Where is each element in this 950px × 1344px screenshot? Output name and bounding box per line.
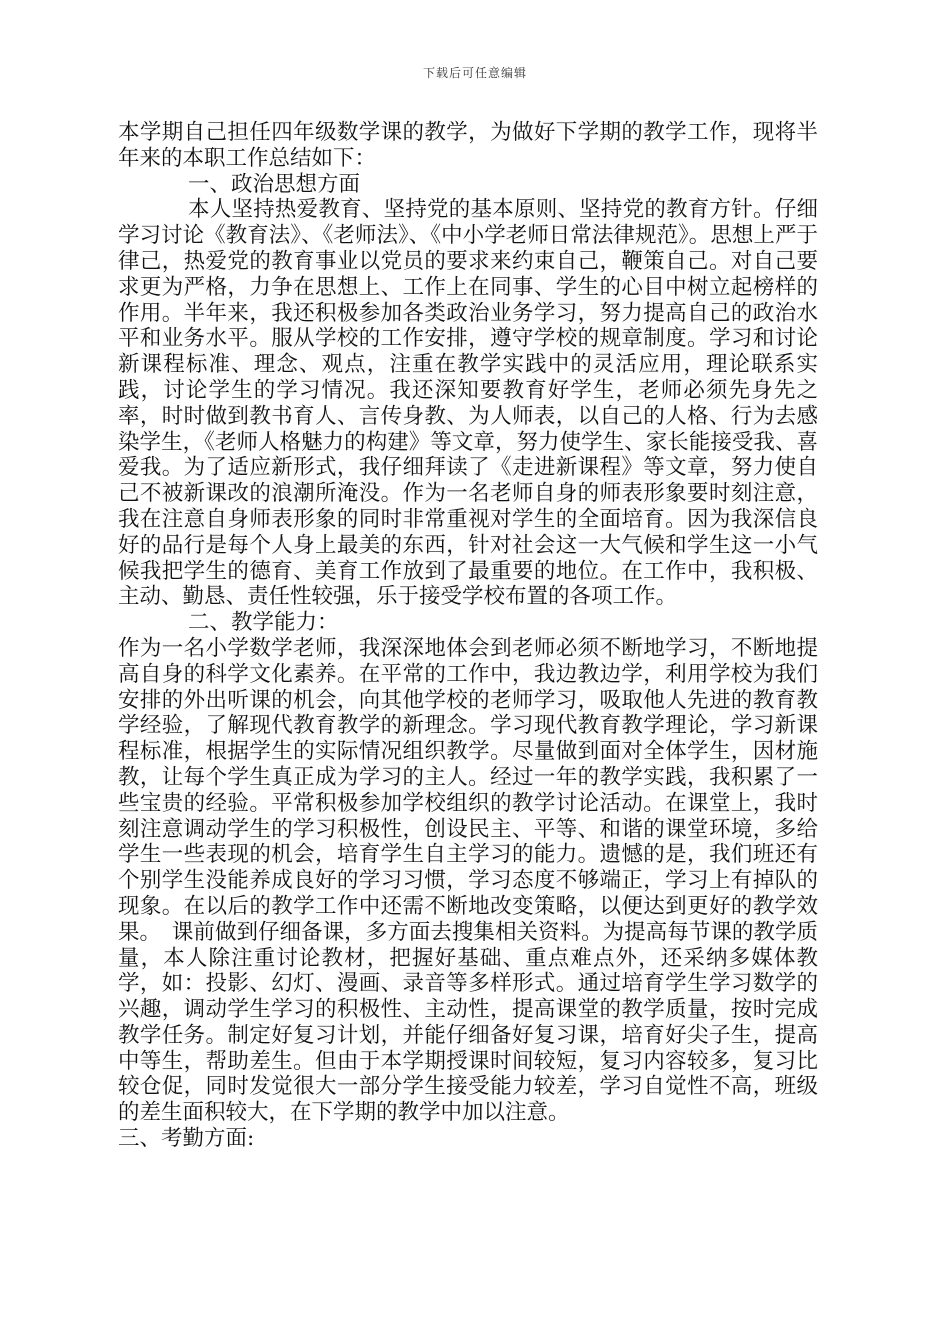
- section-body-politics: 本人坚持热爱教育、坚持党的基本原则、坚持党的教育方针。仔细学习讨论《教育法》、《老师法》、《中小学老师日常法律规范》。思想上严于律己，热爱党的教育事业以党员的要求来约束自己，鞭策自己。对自己要求更为严格，力争在思想上、工作上在同事、学生的心目中树立起榜样的作用。半年来，我还积极参加各类政治业务学习，努力提高自己的政治水平和业务水平。服从学校的工作安排，遵守学校的规章制度。学习和讨论新课程标准、理念、观点，注重在教学实践中的灵活应用，理论联系实践，讨论学生的学习情况。我还深知要教育好学生，老师必须先身先之率，时时做到教书育人、言传身教、为人师表，以自己的人格、行为去感染学生，《老师人格魅力的构建》等文章，努力使学生、家长能接受我、喜爱我。为了适应新形式，我仔细拜读了《走进新课程》等文章，努力使自己不被新课改的浪潮所淹没。作为一名老师自身的师表形象要时刻注意，我在注意自身师表形象的同时非常重视对学生的全面培育。因为我深信良好的品行是每个人身上最美的东西，针对社会这一大气候和学生这一小气候我把学生的德育、美育工作放到了最重要的地位。在工作中，我积极、主动、勤恳、责任性较强，乐于接受学校布置的各项工作。: [118, 197, 818, 610]
- section-heading-politics: 一、政治思想方面: [188, 171, 361, 197]
- intro-paragraph: 本学期自己担任四年级数学课的教学，为做好下学期的教学工作，现将半年来的本职工作总结如下：: [118, 120, 818, 171]
- section-heading-attendance: 三、考勤方面:: [118, 1126, 255, 1152]
- section-body-teaching: 作为一名小学数学老师，我深深地体会到老师必须不断地学习，不断地提高自身的科学文化素养。在平常的工作中，我边教边学，利用学校为我们安排的外出听课的机会，向其他学校的老师学习，吸取他人先进的教育教学经验，了解现代教育教学的新理念。学习现代教育教学理论，学习新课程标准，根据学生的实际情况组织教学。尽量做到面对全体学生，因材施教，让每个学生真正成为学习的主人。经过一年的教学实践，我积累了一些宝贵的经验。平常积极参加学校组织的教学讨论活动。在课堂上，我时刻注意调动学生的学习积极性，创设民主、平等、和谐的课堂环境，多给学生一些表现的机会，培育学生自主学习的能力。遗憾的是，我们班还有个别学生没能养成良好的学习习惯，学习态度不够端正，学习上有掉队的现象。在以后的教学工作中还需不断地改变策略，以便达到更好的教学效果。 课前做到仔细备课，多方面去搜集相关资料。为提高每节课的教学质量，本人除注重讨论教材，把握好基础、重点难点外，还采纳多媒体教学，如：投影、幻灯、漫画、录音等多样形式。通过培育学生学习数学的兴趣，调动学生学习的积极性、主动性，提高课堂的教学质量，按时完成教学任务。制定好复习计划，并能仔细备好复习课，培育好尖子生，提高中等生，帮助差生。但由于本学期授课时间较短，复习内容较多，复习比较仓促，同时发觉很大一部分学生接受能力较差，学习自觉性不高，班级的差生面积较大，在下学期的教学中加以注意。: [118, 635, 818, 1126]
- page-header-note: 下载后可任意编辑: [422, 66, 527, 80]
- document-body: [118, 120, 818, 1152]
- section-heading-teaching: 二、教学能力：: [188, 610, 339, 636]
